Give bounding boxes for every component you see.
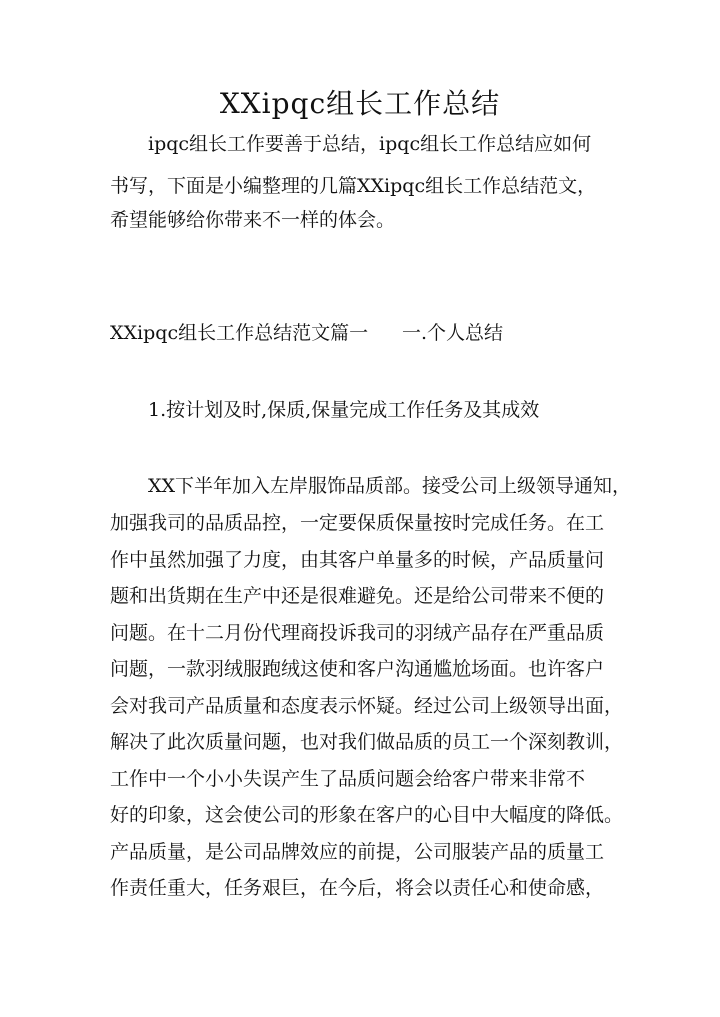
- body-line: 题和出货期在生产中还是很难避免。还是给公司带来不便的: [110, 585, 605, 607]
- body-line: 产品质量，是公司品牌效应的前提，公司服装产品的质量工: [110, 841, 605, 863]
- body-line: 作中虽然加强了力度，由其客户单量多的时候，产品质量问: [110, 549, 605, 571]
- item-heading: 1.按计划及时,保质,保量完成工作任务及其成效: [148, 399, 540, 421]
- body-line: 工作中一个小小失误产生了品质问题会给客户带来非常不: [110, 768, 586, 790]
- body-line: 加强我司的品质品控，一定要保质保量按时完成任务。在工: [110, 512, 605, 534]
- body-line: 问题，一款羽绒服跑绒这使和客户沟通尴尬场面。也许客户: [110, 658, 605, 680]
- body-line: 作责任重大，任务艰巨，在今后，将会以责任心和使命感，: [110, 877, 605, 899]
- body-line: 问题。在十二月份代理商投诉我司的羽绒产品存在严重品质: [110, 622, 605, 644]
- section-heading: XXipqc组长工作总结范文篇一: [110, 322, 369, 344]
- intro-line: 书写，下面是小编整理的几篇XXipqc组长工作总结范文，: [110, 175, 597, 197]
- intro-line: ipqc组长工作要善于总结，ipqc组长工作总结应如何: [148, 133, 592, 155]
- body-line: 会对我司产品质量和态度表示怀疑。经过公司上级领导出面，: [110, 695, 624, 717]
- document-title: XXipqc组长工作总结: [219, 87, 501, 120]
- section-subheading: 一.个人总结: [402, 322, 504, 344]
- body-line: XX下半年加入左岸服饰品质部。接受公司上级领导通知，: [148, 475, 632, 497]
- body-line: 好的印象，这会使公司的形象在客户的心目中大幅度的降低。: [110, 804, 624, 826]
- body-line: 解决了此次质量问题，也对我们做品质的员工一个深刻教训，: [110, 731, 624, 753]
- intro-line: 希望能够给你带来不一样的体会。: [110, 209, 396, 231]
